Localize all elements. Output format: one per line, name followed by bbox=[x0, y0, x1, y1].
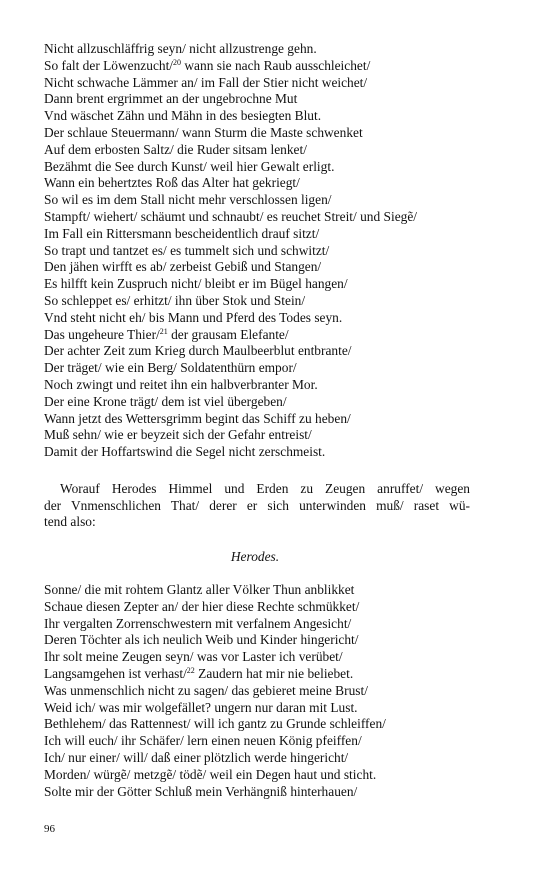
verse-line bbox=[44, 411, 484, 428]
verse-text: Muß sehn/ wie er beyzeit sich der Gefahr entreist/ bbox=[44, 427, 312, 443]
verse-line bbox=[44, 767, 484, 784]
prose-line: Worauf Herodes Himmel und Erden zu Zeugen anruffet/ wegen bbox=[60, 481, 470, 496]
verse-line bbox=[44, 91, 484, 108]
verse-text-continued: Zaudern hat mir nie beliebet. bbox=[194, 665, 354, 681]
verse-line bbox=[44, 616, 484, 633]
verse-text: Deren Töchter als ich neulich Weib und Kinder hingericht/ bbox=[44, 632, 359, 648]
verse-line bbox=[44, 716, 484, 733]
verse-text: Sonne/ die mit rohtem Glantz aller Völker Thun anblikket bbox=[44, 582, 355, 597]
prose-line: tend also: bbox=[44, 514, 96, 530]
verse-text: Schaue diesen Zepter an/ der hier diese Rechte schmükket/ bbox=[44, 598, 360, 614]
verse-line bbox=[44, 276, 484, 293]
verse-text: Noch zwingt und reitet ihn ein halbverbranter Mor. bbox=[44, 376, 318, 392]
verse-text: So schleppet es/ erhitzt/ ihn über Stok und Stein/ bbox=[44, 292, 306, 308]
verse-line bbox=[44, 192, 484, 209]
verse-line bbox=[44, 243, 484, 260]
verse-line bbox=[44, 700, 484, 717]
verse-line bbox=[44, 599, 484, 616]
verse-text: Ich will euch/ ihr Schäfer/ lern einen neuen König pfeiffen/ bbox=[44, 733, 362, 749]
verse-text: Vnd wäschet Zähn und Mähn in des besiegten Blut. bbox=[44, 108, 322, 124]
verse-line bbox=[44, 649, 484, 666]
verse-line bbox=[44, 377, 484, 394]
verse-text: Nicht allzuschläffrig seyn/ nicht allzustrenge gehn. bbox=[44, 41, 317, 56]
verse-text: Ich/ nur einer/ will/ daß einer plötzlich werde hingericht/ bbox=[44, 749, 349, 765]
verse-line bbox=[44, 327, 484, 344]
verse-text: Wann ein behertztes Roß das Alter hat gekriegt/ bbox=[44, 175, 300, 191]
verse-line bbox=[44, 58, 484, 75]
verse-line bbox=[44, 75, 484, 92]
verse-text: Weid ich/ was mir wolgefället? ungern nur daran mit Lust. bbox=[44, 699, 358, 715]
footnote-marker: 21 bbox=[159, 326, 168, 336]
verse-text: Der eine Krone trägt/ dem ist viel übergeben/ bbox=[44, 393, 287, 409]
verse-line bbox=[44, 310, 484, 327]
verse-text: Morden/ würgẽ/ metzgẽ/ tödẽ/ weil ein Degen haut und sticht. bbox=[44, 766, 377, 782]
verse-line bbox=[44, 427, 484, 444]
verse-line bbox=[44, 750, 484, 767]
verse-line bbox=[44, 125, 484, 142]
verse-line bbox=[44, 259, 484, 276]
verse-block-1 bbox=[44, 41, 484, 461]
verse-line bbox=[44, 683, 484, 700]
verse-line bbox=[44, 394, 484, 411]
verse-line bbox=[44, 226, 484, 243]
verse-line bbox=[44, 360, 484, 377]
verse-line bbox=[44, 175, 484, 192]
verse-text: Langsamgehen ist verhast/ bbox=[44, 665, 187, 681]
verse-text: Bethlehem/ das Rattennest/ will ich gantz zu Grunde schleiffen/ bbox=[44, 716, 386, 732]
verse-line bbox=[44, 209, 484, 226]
verse-text: Ihr vergalten Zorrenschwestern mit verfalnem Angesicht/ bbox=[44, 615, 352, 631]
verse-text-continued: der grausam Elefante/ bbox=[167, 326, 289, 342]
verse-line bbox=[44, 632, 484, 649]
verse-line bbox=[44, 41, 484, 58]
verse-text: Vnd steht nicht eh/ bis Mann und Pferd des Todes seyn. bbox=[44, 309, 343, 325]
prose-paragraph bbox=[44, 481, 470, 531]
verse-text: So trapt und tantzet es/ es tummelt sich und schwitzt/ bbox=[44, 242, 330, 258]
verse-text: Solte mir der Götter Schluß mein Verhängniß hinterhauen/ bbox=[44, 783, 358, 799]
verse-text: Was unmenschlich nicht zu sagen/ das gebieret meine Brust/ bbox=[44, 682, 368, 698]
verse-line bbox=[44, 159, 484, 176]
verse-text: Auf dem erbosten Saltz/ die Ruder sitsam lenket/ bbox=[44, 141, 307, 157]
verse-text: Dann brent ergrimmet an der ungebrochne Mut bbox=[44, 91, 298, 107]
verse-line bbox=[44, 142, 484, 159]
footnote-marker: 20 bbox=[173, 57, 182, 67]
verse-text: Im Fall ein Rittersmann bescheidentlich drauf sitzt/ bbox=[44, 225, 320, 241]
prose-line: der Vnmenschlichen That/ derer er sich unterwinden muß/ raset wü- bbox=[44, 497, 470, 513]
verse-line bbox=[44, 343, 484, 360]
verse-text: Damit der Hoffartswind die Segel nicht zerschmeist. bbox=[44, 444, 326, 460]
verse-text: Stampft/ wiehert/ schäumt und schnaubt/ es reuchet Streit/ und Siegẽ/ bbox=[44, 208, 417, 224]
verse-line bbox=[44, 108, 484, 125]
verse-text: Der träget/ wie ein Berg/ Soldatenthürn empor/ bbox=[44, 360, 297, 376]
verse-line bbox=[44, 293, 484, 310]
footnote-marker: 22 bbox=[186, 665, 195, 675]
verse-line bbox=[44, 733, 484, 750]
verse-text: Wann jetzt des Wettersgrimm begint das Schiff zu heben/ bbox=[44, 410, 351, 426]
verse-text: Der schlaue Steuermann/ wann Sturm die Maste schwenket bbox=[44, 124, 363, 140]
speaker-heading: Herodes. bbox=[230, 549, 280, 564]
verse-text: Den jähen wirfft es ab/ zerbeist Gebiß und Stangen/ bbox=[44, 259, 322, 275]
verse-text-continued: wann sie nach Raub ausschleichet/ bbox=[181, 57, 371, 73]
verse-line bbox=[44, 444, 484, 461]
verse-text: Ihr solt meine Zeugen seyn/ was vor Laster ich verübet/ bbox=[44, 649, 343, 665]
verse-text: So falt der Löwenzucht/ bbox=[44, 57, 174, 73]
verse-line bbox=[44, 582, 484, 599]
verse-block-2 bbox=[44, 582, 484, 800]
page-number: 96 bbox=[44, 823, 55, 835]
verse-text: Nicht schwache Lämmer an/ im Fall der Stier nicht weichet/ bbox=[44, 74, 368, 90]
verse-text: Der achter Zeit zum Krieg durch Maulbeerblut entbrante/ bbox=[44, 343, 352, 359]
verse-text: Das ungeheure Thier/ bbox=[44, 326, 160, 342]
verse-line bbox=[44, 784, 484, 801]
verse-text: Bezähmt die See durch Kunst/ weil hier Gewalt erligt. bbox=[44, 158, 335, 174]
verse-text: Es hilfft kein Zuspruch nicht/ bleibt er im Bügel hangen/ bbox=[44, 276, 348, 292]
verse-line bbox=[44, 666, 484, 683]
verse-text: So wil es im dem Stall nicht mehr verschlossen ligen/ bbox=[44, 192, 332, 208]
